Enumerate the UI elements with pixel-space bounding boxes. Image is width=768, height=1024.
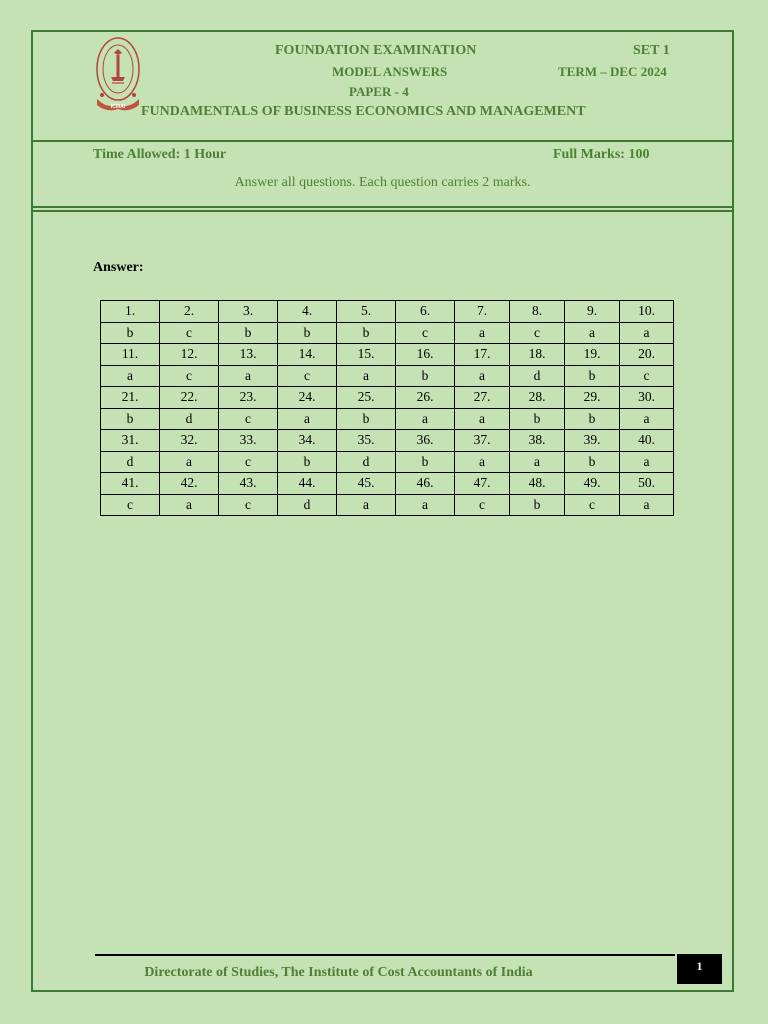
answer-cell: a xyxy=(396,494,455,516)
answer-cell: d xyxy=(101,451,160,473)
answer-cell: a xyxy=(337,365,396,387)
answer-cell: b xyxy=(565,451,620,473)
question-number-row xyxy=(101,473,674,495)
answer-cell: c xyxy=(101,494,160,516)
answer-cell: b xyxy=(510,408,565,430)
question-number-cell: 8. xyxy=(510,301,565,323)
info-divider-bottom xyxy=(33,210,732,212)
answer-cell: c xyxy=(219,494,278,516)
answer-row xyxy=(101,365,674,387)
question-number-cell: 18. xyxy=(510,344,565,366)
question-number-cell: 22. xyxy=(160,387,219,409)
question-number-cell: 19. xyxy=(565,344,620,366)
question-number-cell: 34. xyxy=(278,430,337,452)
question-number-cell: 40. xyxy=(620,430,674,452)
question-number-cell: 45. xyxy=(337,473,396,495)
question-number-cell: 39. xyxy=(565,430,620,452)
question-number-cell: 46. xyxy=(396,473,455,495)
question-number-cell: 38. xyxy=(510,430,565,452)
question-number-cell: 6. xyxy=(396,301,455,323)
answer-cell: c xyxy=(455,494,510,516)
question-number-cell: 31. xyxy=(101,430,160,452)
question-number-cell: 11. xyxy=(101,344,160,366)
question-number-row xyxy=(101,430,674,452)
answer-cell: b xyxy=(337,408,396,430)
answer-cell: c xyxy=(278,365,337,387)
answer-cell: a xyxy=(337,494,396,516)
answer-row xyxy=(101,494,674,516)
question-number-cell: 21. xyxy=(101,387,160,409)
answer-cell: a xyxy=(620,494,674,516)
answer-cell: d xyxy=(160,408,219,430)
set-label: SET 1 xyxy=(633,43,670,58)
question-number-cell: 5. xyxy=(337,301,396,323)
answer-row xyxy=(101,322,674,344)
answer-row xyxy=(101,451,674,473)
question-number-cell: 2. xyxy=(160,301,219,323)
term-label: TERM – DEC 2024 xyxy=(558,64,667,79)
info-divider-top xyxy=(33,206,732,208)
model-answers-label: MODEL ANSWERS xyxy=(332,64,448,79)
question-number-cell: 30. xyxy=(620,387,674,409)
answer-cell: a xyxy=(219,365,278,387)
header-divider xyxy=(33,140,732,142)
answer-cell: a xyxy=(101,365,160,387)
question-number-cell: 9. xyxy=(565,301,620,323)
answer-cell: a xyxy=(455,408,510,430)
answer-cell: c xyxy=(160,322,219,344)
question-number-cell: 12. xyxy=(160,344,219,366)
answer-cell: a xyxy=(455,322,510,344)
question-number-cell: 37. xyxy=(455,430,510,452)
page-number: 1 xyxy=(677,954,722,984)
question-number-cell: 41. xyxy=(101,473,160,495)
paper-label: PAPER - 4 xyxy=(349,84,409,99)
question-number-row xyxy=(101,344,674,366)
answer-cell: c xyxy=(510,322,565,344)
full-marks: Full Marks: 100 xyxy=(553,147,650,162)
question-number-cell: 27. xyxy=(455,387,510,409)
answer-cell: a xyxy=(455,365,510,387)
answer-row xyxy=(101,408,674,430)
question-number-cell: 26. xyxy=(396,387,455,409)
question-number-cell: 47. xyxy=(455,473,510,495)
question-number-cell: 3. xyxy=(219,301,278,323)
answer-cell: b xyxy=(565,365,620,387)
exam-title: FOUNDATION EXAMINATION xyxy=(275,43,477,58)
question-number-cell: 1. xyxy=(101,301,160,323)
question-number-cell: 28. xyxy=(510,387,565,409)
question-number-cell: 24. xyxy=(278,387,337,409)
question-number-cell: 32. xyxy=(160,430,219,452)
question-number-cell: 17. xyxy=(455,344,510,366)
answer-cell: a xyxy=(396,408,455,430)
question-number-cell: 48. xyxy=(510,473,565,495)
footer-text: Directorate of Studies, The Institute of Cost Accountants of India xyxy=(144,965,533,980)
answer-table xyxy=(100,300,674,516)
answer-cell: b xyxy=(396,365,455,387)
answer-cell: c xyxy=(620,365,674,387)
question-number-cell: 16. xyxy=(396,344,455,366)
answer-cell: a xyxy=(620,451,674,473)
answer-label: Answer: xyxy=(93,260,144,275)
answer-cell: c xyxy=(219,408,278,430)
question-number-cell: 42. xyxy=(160,473,219,495)
question-number-cell: 7. xyxy=(455,301,510,323)
institute-logo-icon xyxy=(93,35,143,113)
answer-cell: b xyxy=(101,322,160,344)
question-number-cell: 25. xyxy=(337,387,396,409)
answer-cell: a xyxy=(620,322,674,344)
question-number-cell: 14. xyxy=(278,344,337,366)
svg-text:ICMAI: ICMAI xyxy=(110,104,126,110)
answer-cell: b xyxy=(219,322,278,344)
answer-cell: c xyxy=(219,451,278,473)
question-number-cell: 44. xyxy=(278,473,337,495)
answer-cell: b xyxy=(278,322,337,344)
question-number-cell: 4. xyxy=(278,301,337,323)
question-number-cell: 50. xyxy=(620,473,674,495)
answer-cell: a xyxy=(565,322,620,344)
page-frame xyxy=(31,30,734,992)
answer-cell: b xyxy=(278,451,337,473)
question-number-cell: 13. xyxy=(219,344,278,366)
question-number-cell: 20. xyxy=(620,344,674,366)
answer-cell: c xyxy=(396,322,455,344)
subject-title: FUNDAMENTALS OF BUSINESS ECONOMICS AND MANAGEMENT xyxy=(141,104,586,119)
answer-cell: b xyxy=(337,322,396,344)
time-allowed: Time Allowed: 1 Hour xyxy=(93,147,227,162)
question-number-cell: 33. xyxy=(219,430,278,452)
answer-cell: d xyxy=(278,494,337,516)
instruction-text: Answer all questions. Each question carries 2 marks. xyxy=(234,175,531,190)
question-number-cell: 15. xyxy=(337,344,396,366)
question-number-cell: 36. xyxy=(396,430,455,452)
answer-cell: a xyxy=(510,451,565,473)
answer-cell: b xyxy=(101,408,160,430)
answer-cell: b xyxy=(565,408,620,430)
answer-cell: d xyxy=(337,451,396,473)
answer-cell: a xyxy=(160,494,219,516)
answer-cell: b xyxy=(396,451,455,473)
question-number-cell: 49. xyxy=(565,473,620,495)
answer-cell: b xyxy=(510,494,565,516)
footer-divider xyxy=(95,954,675,956)
answer-cell: a xyxy=(160,451,219,473)
answer-cell: c xyxy=(565,494,620,516)
answer-cell: a xyxy=(278,408,337,430)
question-number-cell: 29. xyxy=(565,387,620,409)
question-number-cell: 23. xyxy=(219,387,278,409)
question-number-row xyxy=(101,387,674,409)
question-number-row xyxy=(101,301,674,323)
question-number-cell: 10. xyxy=(620,301,674,323)
question-number-cell: 35. xyxy=(337,430,396,452)
answer-cell: a xyxy=(620,408,674,430)
question-number-cell: 43. xyxy=(219,473,278,495)
answer-cell: c xyxy=(160,365,219,387)
answer-cell: a xyxy=(455,451,510,473)
answer-cell: d xyxy=(510,365,565,387)
